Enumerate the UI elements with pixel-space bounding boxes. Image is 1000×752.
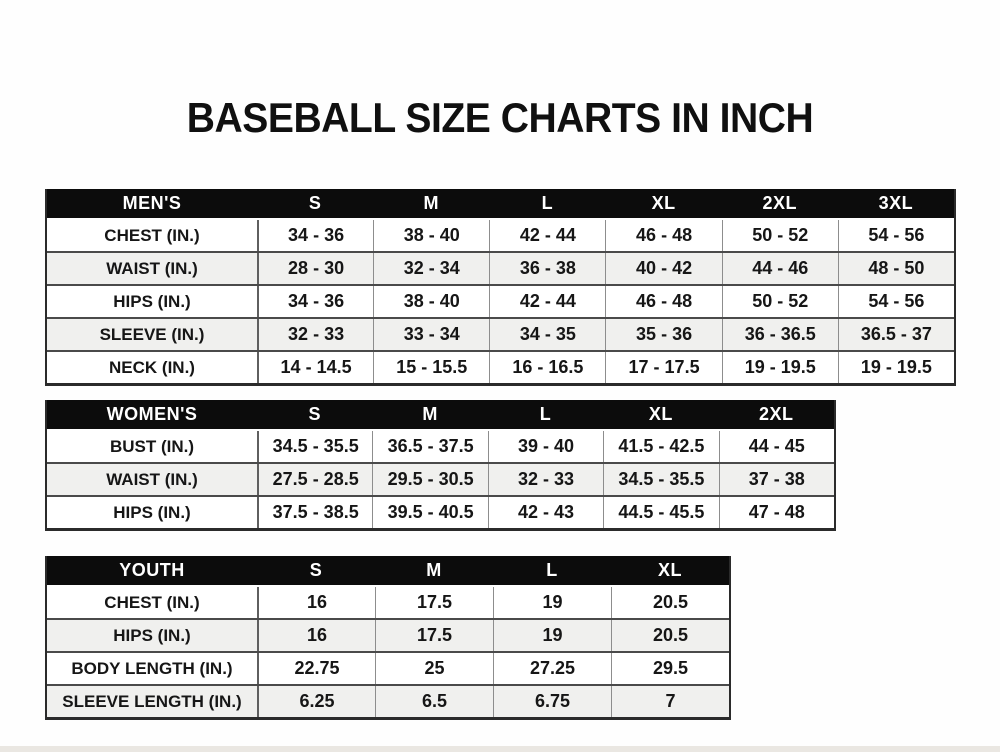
row-label: BODY LENGTH (IN.): [71, 658, 233, 678]
size-value-cell: 34 - 36: [257, 286, 373, 317]
size-value-cell: 54 - 56: [838, 220, 954, 251]
table-row: [47, 462, 834, 495]
size-value-cell: 17.5: [375, 587, 493, 618]
size-value-cell: 47 - 48: [719, 497, 834, 528]
size-value-cell: 40 - 42: [605, 253, 721, 284]
size-value-cell: 50 - 52: [722, 220, 838, 251]
column-header: 2XL: [762, 193, 797, 213]
page-title: BASEBALL SIZE CHARTS IN INCH: [186, 94, 814, 142]
size-value-cell: 42 - 44: [489, 220, 605, 251]
column-header: XL: [648, 404, 673, 424]
size-value-cell: 15 - 15.5: [373, 352, 489, 383]
table-group-label: YOUTH: [119, 560, 185, 580]
size-value-cell: 32 - 33: [257, 319, 373, 350]
size-value-cell: 34.5 - 35.5: [603, 464, 718, 495]
size-value-cell: 42 - 44: [489, 286, 605, 317]
size-value-cell: 19 - 19.5: [838, 352, 954, 383]
table-header-row: [47, 400, 834, 431]
size-value-cell: 29.5: [611, 653, 729, 684]
column-header: 2XL: [759, 404, 794, 424]
table-row: [47, 684, 729, 717]
size-value-cell: 36 - 36.5: [722, 319, 838, 350]
size-value-cell: 27.25: [493, 653, 611, 684]
row-label: HIPS (IN.): [113, 502, 191, 522]
size-value-cell: 33 - 34: [373, 319, 489, 350]
size-value-cell: 32 - 34: [373, 253, 489, 284]
size-value-cell: 38 - 40: [373, 220, 489, 251]
column-header: XL: [651, 193, 676, 213]
size-table-mens: [45, 189, 956, 386]
row-label: WAIST (IN.): [106, 469, 198, 489]
table-row: [47, 284, 954, 317]
table-row: [47, 431, 834, 462]
table-body: [47, 431, 834, 528]
row-label: WAIST (IN.): [106, 258, 198, 278]
size-value-cell: 44.5 - 45.5: [603, 497, 718, 528]
column-header: L: [541, 193, 554, 213]
size-value-cell: 39.5 - 40.5: [372, 497, 487, 528]
size-value-cell: 50 - 52: [722, 286, 838, 317]
size-value-cell: 32 - 33: [488, 464, 603, 495]
size-value-cell: 34 - 36: [257, 220, 373, 251]
size-value-cell: 6.75: [493, 686, 611, 717]
row-label: SLEEVE LENGTH (IN.): [62, 691, 242, 711]
column-header: S: [309, 560, 323, 580]
size-value-cell: 20.5: [611, 587, 729, 618]
size-value-cell: 42 - 43: [488, 497, 603, 528]
column-header: S: [308, 193, 322, 213]
table-row: [47, 220, 954, 251]
size-value-cell: 17 - 17.5: [605, 352, 721, 383]
size-value-cell: 41.5 - 42.5: [603, 431, 718, 462]
row-label: CHEST (IN.): [104, 225, 200, 245]
table-header-row: [47, 556, 729, 587]
column-header: S: [308, 404, 321, 424]
table-group-label: MEN'S: [122, 193, 182, 213]
size-value-cell: 17.5: [375, 620, 493, 651]
table-body: [47, 220, 954, 383]
size-value-cell: 7: [611, 686, 729, 717]
size-value-cell: 34.5 - 35.5: [257, 431, 372, 462]
column-header: 3XL: [878, 193, 914, 213]
size-value-cell: 16: [257, 620, 375, 651]
size-value-cell: 35 - 36: [605, 319, 721, 350]
size-value-cell: 16 - 16.5: [489, 352, 605, 383]
size-value-cell: 20.5: [611, 620, 729, 651]
size-value-cell: 36.5 - 37.5: [372, 431, 487, 462]
size-value-cell: 27.5 - 28.5: [257, 464, 372, 495]
size-value-cell: 16: [257, 587, 375, 618]
size-table-youth: [45, 556, 731, 720]
row-label: HIPS (IN.): [113, 625, 191, 645]
column-header: M: [422, 404, 438, 424]
table-row: [47, 350, 954, 383]
size-value-cell: 48 - 50: [838, 253, 954, 284]
size-value-cell: 28 - 30: [257, 253, 373, 284]
size-value-cell: 36 - 38: [489, 253, 605, 284]
table-row: [47, 618, 729, 651]
size-value-cell: 34 - 35: [489, 319, 605, 350]
size-value-cell: 37.5 - 38.5: [257, 497, 372, 528]
column-header: M: [426, 560, 442, 580]
row-label: HIPS (IN.): [113, 291, 191, 311]
size-value-cell: 22.75: [257, 653, 375, 684]
size-value-cell: 19 - 19.5: [722, 352, 838, 383]
size-value-cell: 46 - 48: [605, 286, 721, 317]
size-value-cell: 19: [493, 587, 611, 618]
column-header: M: [423, 193, 439, 213]
size-value-cell: 44 - 46: [722, 253, 838, 284]
scan-edge-artifact: [0, 746, 1000, 752]
size-value-cell: 46 - 48: [605, 220, 721, 251]
table-row: [47, 651, 729, 684]
size-value-cell: 25: [375, 653, 493, 684]
table-row: [47, 317, 954, 350]
row-label: NECK (IN.): [109, 357, 195, 377]
size-value-cell: 14 - 14.5: [257, 352, 373, 383]
column-header: XL: [657, 560, 682, 580]
size-value-cell: 29.5 - 30.5: [372, 464, 487, 495]
size-value-cell: 44 - 45: [719, 431, 834, 462]
column-header: L: [539, 404, 552, 424]
size-value-cell: 6.25: [257, 686, 375, 717]
size-value-cell: 54 - 56: [838, 286, 954, 317]
size-table-womens: [45, 400, 836, 531]
table-body: [47, 587, 729, 717]
size-value-cell: 6.5: [375, 686, 493, 717]
size-value-cell: 39 - 40: [488, 431, 603, 462]
table-row: [47, 587, 729, 618]
table-group-label: WOMEN'S: [106, 404, 198, 424]
size-value-cell: 36.5 - 37: [838, 319, 954, 350]
size-value-cell: 19: [493, 620, 611, 651]
size-value-cell: 38 - 40: [373, 286, 489, 317]
table-row: [47, 251, 954, 284]
size-value-cell: 37 - 38: [719, 464, 834, 495]
table-header-row: [47, 189, 954, 220]
column-header: L: [546, 560, 558, 580]
table-row: [47, 495, 834, 528]
row-label: BUST (IN.): [109, 436, 195, 456]
row-label: SLEEVE (IN.): [99, 324, 205, 344]
row-label: CHEST (IN.): [104, 592, 200, 612]
